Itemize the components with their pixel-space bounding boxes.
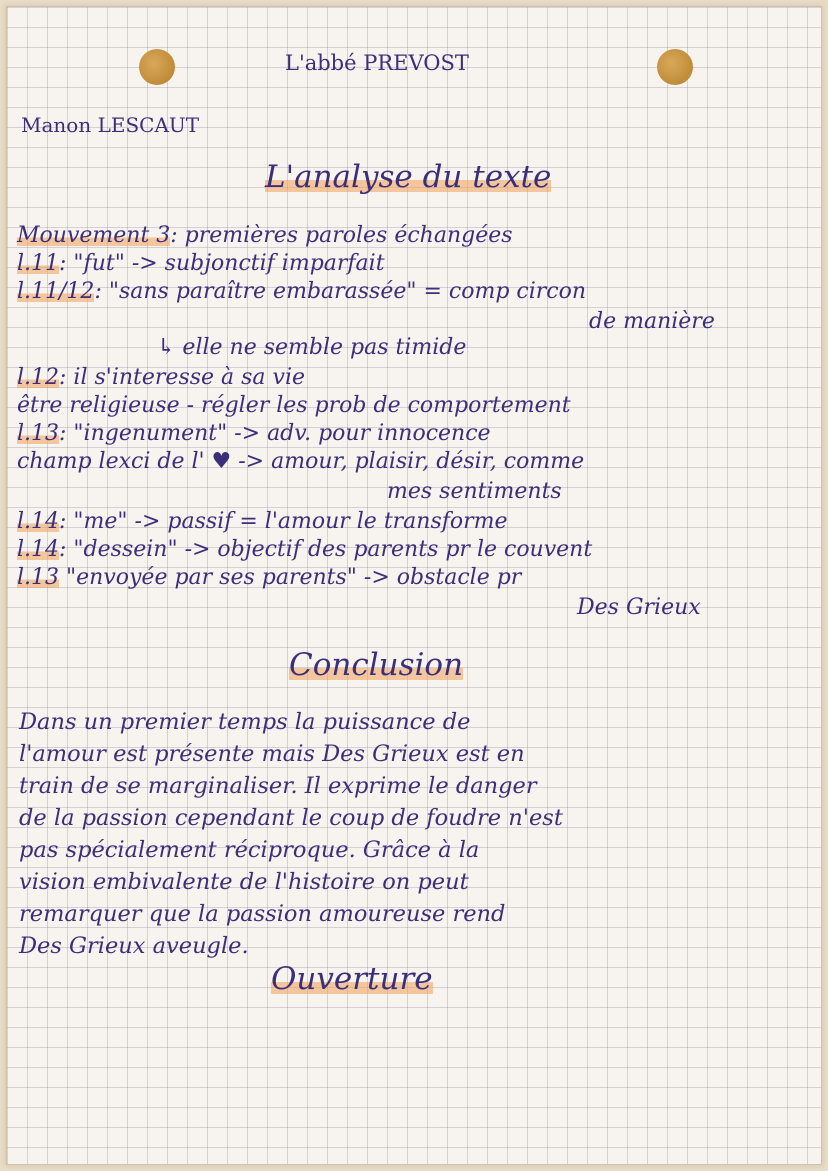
- movement-title: : premières paroles échangées: [170, 223, 513, 248]
- line-text: : "sans paraître embarassée" = comp circon: [94, 279, 587, 304]
- line-text: : "me" -> passif = l'amour le transforme: [59, 509, 508, 534]
- conclusion-line: pas spécialement réciproque. Grâce à la: [19, 837, 480, 863]
- conclusion-title-text: Conclusion: [289, 647, 464, 683]
- notebook-page: [6, 6, 822, 1165]
- analysis-line: [17, 537, 592, 562]
- conclusion-line: de la passion cependant le coup de foudre n'est: [19, 805, 563, 831]
- ouverture-title-text: Ouverture: [271, 961, 433, 997]
- line-ref: l.13: [17, 565, 60, 590]
- analysis-line: [17, 421, 491, 446]
- conclusion-line: l'amour est présente mais Des Grieux est en: [19, 741, 525, 767]
- analysis-line: ↳ elle ne semble pas timide: [157, 335, 467, 360]
- analysis-line: être religieuse - régler les prob de comportement: [17, 393, 571, 418]
- analysis-line: mes sentiments: [387, 479, 562, 504]
- movement-heading: [17, 223, 513, 248]
- analysis-line: de manière: [589, 309, 715, 334]
- movement-label: Mouvement 3: [17, 223, 171, 248]
- analysis-line: [17, 251, 385, 276]
- work-title: Manon LESCAUT: [21, 113, 200, 137]
- conclusion-line: train de se marginaliser. Il exprime le danger: [19, 773, 537, 799]
- analysis-line: [17, 279, 586, 304]
- analysis-line: [17, 509, 508, 534]
- analysis-line: champ lexci de l' ♥ -> amour, plaisir, désir, comme: [17, 449, 585, 474]
- analysis-line: Des Grieux: [577, 595, 701, 620]
- conclusion-line: Dans un premier temps la puissance de: [19, 709, 471, 735]
- line-text: : il s'interesse à sa vie: [59, 365, 306, 390]
- conclusion-line: Des Grieux aveugle.: [19, 933, 249, 959]
- section-title: [265, 159, 551, 195]
- ouverture-title: [271, 961, 433, 997]
- line-text: "envoyée par ses parents" -> obstacle pr: [59, 565, 522, 590]
- line-ref: l.11/12: [17, 279, 95, 304]
- binder-hole-left: [139, 49, 175, 85]
- line-text: : "ingenument" -> adv. pour innocence: [59, 421, 491, 446]
- conclusion-line: vision embivalente de l'histoire on peut: [19, 869, 469, 895]
- line-ref: l.14: [17, 509, 60, 534]
- line-text: : "fut" -> subjonctif imparfait: [59, 251, 385, 276]
- conclusion-title: [289, 647, 463, 683]
- analysis-line: [17, 565, 521, 590]
- author-heading: L'abbé PREVOST: [285, 51, 469, 75]
- conclusion-line: remarquer que la passion amoureuse rend: [19, 901, 506, 927]
- line-ref: l.13: [17, 421, 60, 446]
- binder-hole-right: [657, 49, 693, 85]
- line-ref: l.12: [17, 365, 60, 390]
- line-ref: l.11: [17, 251, 60, 276]
- analysis-line: [17, 365, 305, 390]
- line-ref: l.14: [17, 537, 60, 562]
- line-text: : "dessein" -> objectif des parents pr le couvent: [59, 537, 593, 562]
- section-title-text: L'analyse du texte: [265, 159, 552, 195]
